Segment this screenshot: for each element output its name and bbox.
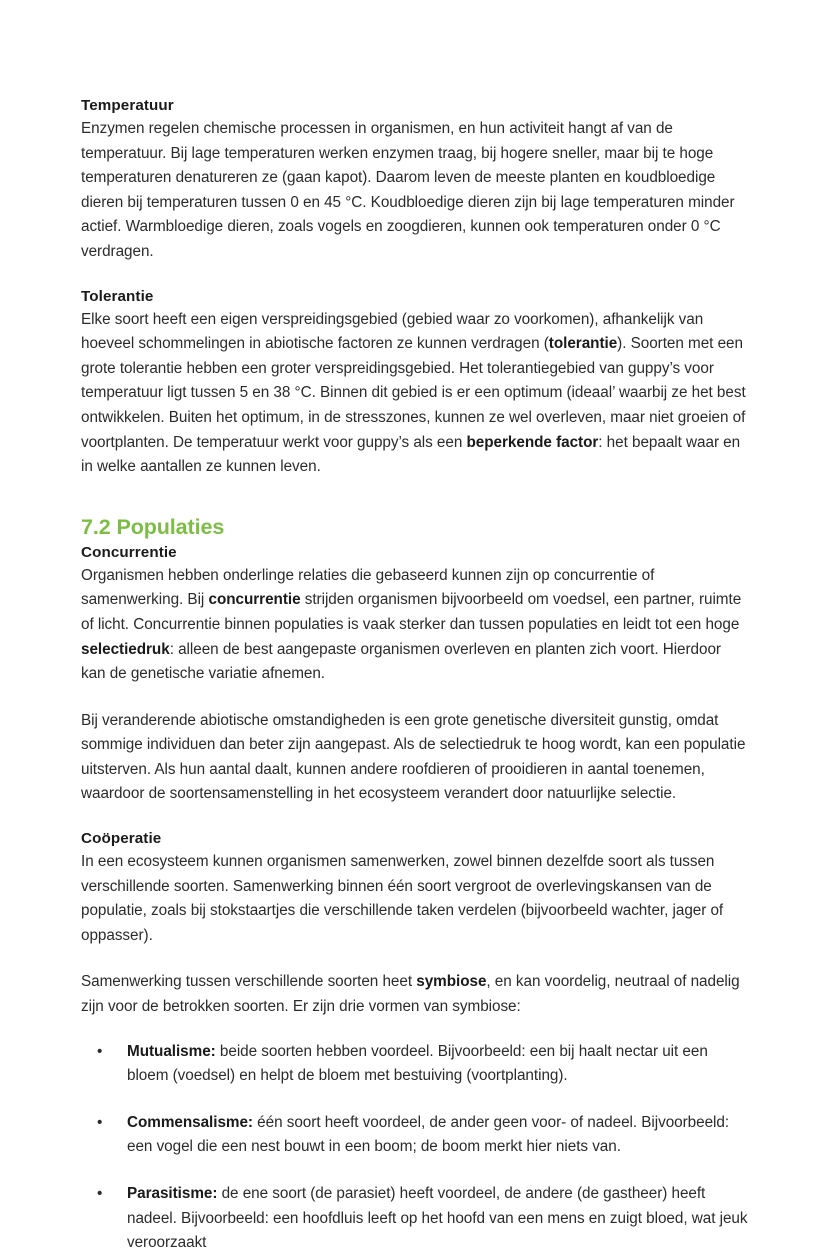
symbiose-intro-part-2: , en kan voordelig, neutraal of nadelig zijn voor de betrokken soorten. Er zijn drie vormen van symbiose: [81, 973, 740, 1016]
list-item-content [127, 1185, 747, 1251]
tolerantie-term-beperkende-factor: beperkende factor [466, 433, 599, 451]
concurrentie-term-concurrentie: concurrentie [208, 591, 301, 609]
paragraph-temperatuur: Enzymen regelen chemische processen in organismen, en hun activiteit hangt af van de temperatuur. Bij lage temperaturen werken enzymen traag, bij hogere sneller, maar bij te hoge temperaturen denatureren ze (gaan kapot). Daarom leven de meeste planten en koudbloedige dieren bij temperaturen tussen 0 en 45 °C. Koudbloedige dieren zijn bij lage temperaturen minder actief. Warmbloedige dieren, zoals vogels en zoogdieren, kunnen ook temperaturen onder 0 °C verdragen. [81, 120, 735, 260]
list-item [81, 1040, 749, 1089]
list-item-description: één soort heeft voordeel, de ander geen voor- of nadeel. Bijvoorbeeld: een vogel die een nest bouwt in een boom; de boom merkt hier niets van. [127, 1113, 730, 1156]
concurrentie-term-selectiedruk: selectiedruk [81, 640, 170, 658]
section-populaties [81, 514, 749, 1256]
paragraph-tolerantie [81, 308, 749, 480]
list-item-description: de ene soort (de parasiet) heeft voordeel, de andere (de gastheer) heeft nadeel. Bijvoorbeeld: een hoofdluis leeft op het hoofd van een mens en zuigt bloed, wat jeuk veroorzaakt [127, 1185, 748, 1252]
heading-tolerantie: Tolerantie [81, 287, 154, 305]
list-item-content [127, 1114, 729, 1156]
concurrentie-text-part-1: Organismen hebben onderlinge relaties die gebaseerd kunnen zijn op concurrentie of samenwerking. Bij [81, 566, 655, 609]
section-title-populaties: 7.2 Populaties [81, 514, 225, 539]
list-item-content [127, 1043, 708, 1085]
paragraph-concurrentie-1 [81, 564, 749, 687]
tolerantie-term-tolerantie: tolerantie [548, 335, 618, 353]
bullet-icon: • [97, 1185, 103, 1202]
list-item-term: Mutualisme: [127, 1042, 216, 1060]
list-item [81, 1182, 749, 1256]
subsection-concurrentie [81, 543, 749, 807]
list-item-term: Parasitisme: [127, 1185, 218, 1202]
paragraph-symbiose-intro [81, 970, 749, 1019]
heading-concurrentie: Concurrentie [81, 543, 177, 561]
tolerantie-text-part-2: ). Soorten met een grote tolerantie hebben een groter verspreidingsgebied. Het tolerantiegebied van guppy’s voor temperatuur ligt tussen 5 en 38 °C. Binnen dit gebied is er een optimum (ideaal’ waarbij ze het best ontwikkelen. Buiten het optimum, in de stresszones, kunnen ze wel overleven, maar niet groeien of voortplanten. De temperatuur werkt voor guppy’s als een [81, 335, 746, 451]
paragraph-concurrentie-2: Bij veranderende abiotische omstandigheden is een grote genetische diversiteit gunstig, omdat sommige individuen dan beter zijn aangepast. Als de selectiedruk te hoog wordt, kan een populatie uitsterven. Als hun aantal daalt, kunnen andere roofdieren of prooidieren in aantal toenemen, waardoor de soortensamenstelling in het ecosysteem verandert door natuurlijke selectie. [81, 711, 746, 803]
list-item [81, 1111, 749, 1160]
list-item-term: Commensalisme: [127, 1113, 253, 1131]
heading-temperatuur: Temperatuur [81, 97, 174, 114]
symbiose-forms-list [81, 1040, 749, 1256]
section-tolerantie [81, 287, 749, 480]
tolerantie-text-part-1: Elke soort heeft een eigen verspreidingsgebied (gebied waar zo voorkomen), afhankelijk van hoeveel schommelingen in abiotische factoren ze kunnen verdragen ( [81, 310, 704, 353]
document-content [81, 96, 749, 1256]
heading-cooperatie: Coöperatie [81, 830, 162, 848]
concurrentie-text-part-3: : alleen de best aangepaste organismen overleven en planten zich voort. Hierdoor kan de genetische variatie afnemen. [81, 640, 721, 683]
concurrentie-text-part-2: strijden organismen bijvoorbeeld om voedsel, een partner, ruimte of licht. Concurrentie binnen populaties is vaak sterker dan tussen populaties en leidt tot een hoge [81, 591, 742, 633]
symbiose-intro-part-1: Samenwerking tussen verschillende soorten heet [81, 973, 417, 991]
section-temperatuur [81, 96, 749, 265]
subsection-cooperatie [81, 829, 749, 1256]
paragraph-cooperatie-1: In een ecosysteem kunnen organismen samenwerken, zowel binnen dezelfde soort als tussen verschillende soorten. Samenwerking binnen één soort vergroot de overlevingskansen van de populatie, zoals bij stokstaartjes die verschillende taken verdelen (bijvoorbeeld wachter, jager of oppasser). [81, 853, 724, 944]
bullet-icon: • [97, 1113, 103, 1131]
tolerantie-text-part-3: : het bepaalt waar en in welke aantallen ze kunnen leven. [81, 433, 741, 476]
bullet-icon: • [97, 1042, 103, 1060]
symbiose-term: symbiose [416, 973, 487, 991]
list-item-description: beide soorten hebben voordeel. Bijvoorbeeld: een bij haalt nectar uit een bloem (voedsel) en helpt de bloem met bestuiving (voortplanting). [127, 1042, 708, 1085]
